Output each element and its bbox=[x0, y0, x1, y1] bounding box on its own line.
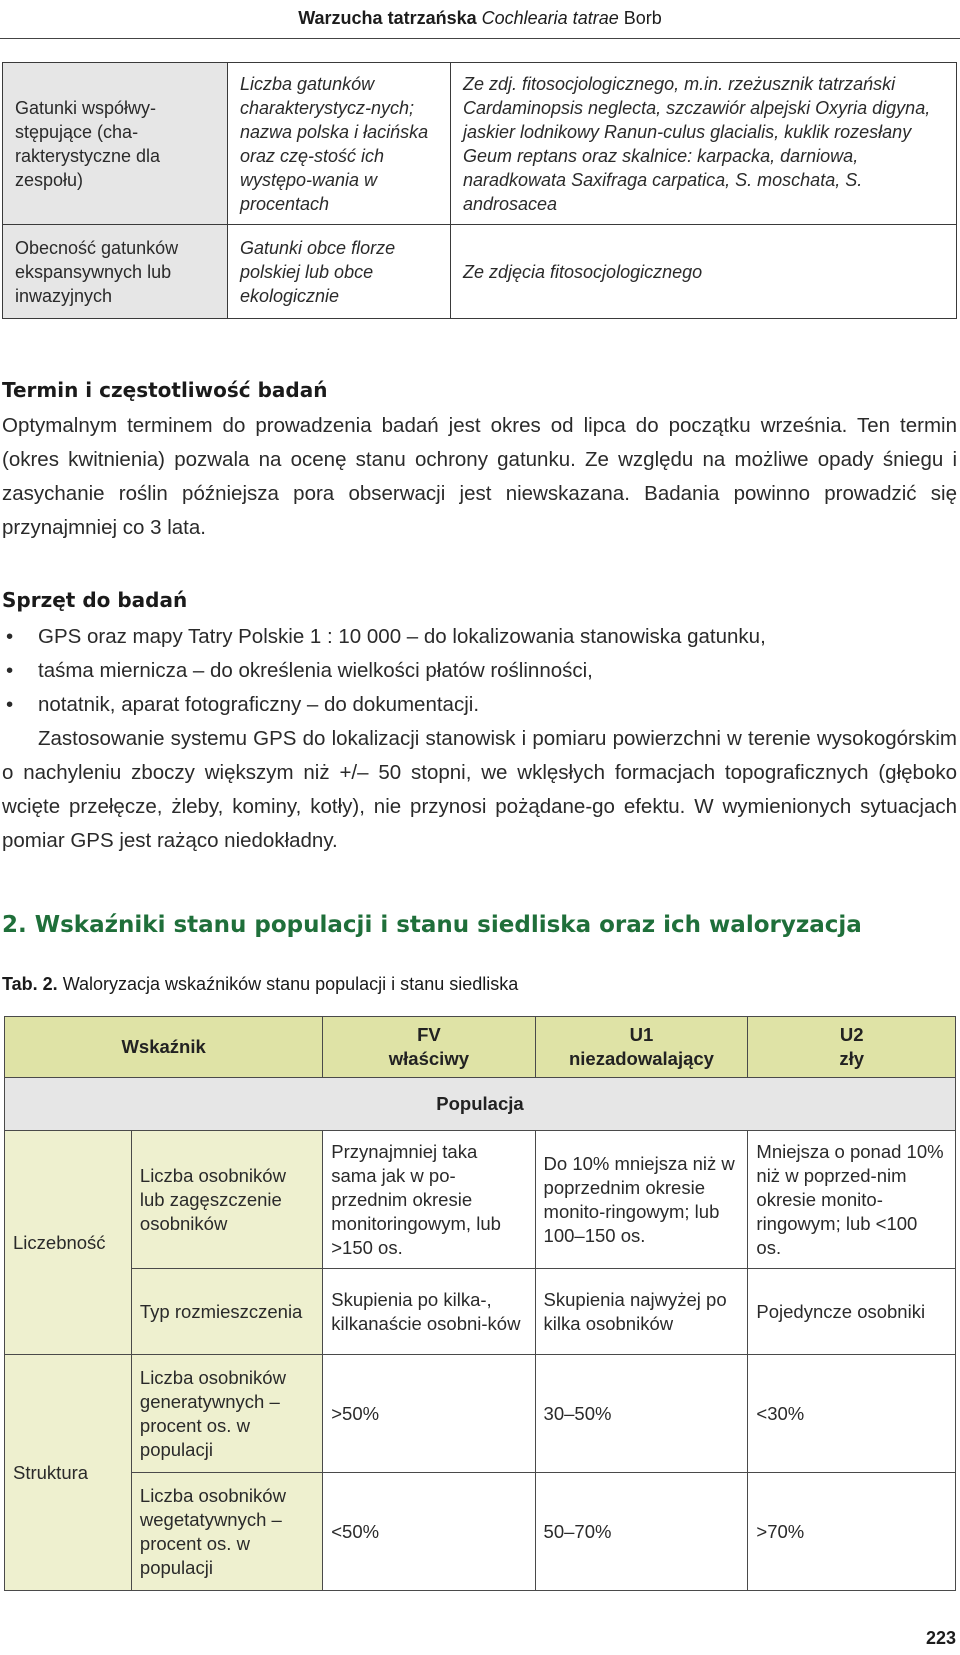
fv-cell: >50% bbox=[323, 1355, 535, 1473]
column-header-u1 bbox=[535, 1017, 748, 1078]
u1-cell: 50–70% bbox=[535, 1473, 748, 1591]
table-caption bbox=[2, 974, 518, 995]
indicator-cell: Liczba osobników generatywnych – procent os. w populacji bbox=[131, 1355, 322, 1473]
bullet-icon: • bbox=[6, 693, 14, 716]
header-rule bbox=[0, 38, 960, 39]
column-header-fv-label: właściwy bbox=[388, 1048, 469, 1069]
table-subheader-row bbox=[5, 1078, 956, 1131]
running-header bbox=[0, 8, 960, 29]
habitat-species-table bbox=[2, 62, 957, 319]
indicator-cell: Liczba osobników lub zagęszczenie osobników bbox=[131, 1131, 322, 1269]
column-header-u1-code: U1 bbox=[629, 1024, 654, 1045]
table-row bbox=[3, 63, 957, 225]
section-heading-indicators: 2. Wskaźniki stanu populacji i stanu siedliska oraz ich waloryzacja bbox=[2, 912, 862, 938]
indicator-cell: Typ rozmieszczenia bbox=[131, 1269, 322, 1355]
u2-cell: <30% bbox=[748, 1355, 956, 1473]
table-row bbox=[5, 1131, 956, 1269]
u2-cell: Mniejsza o ponad 10% niż w poprzed-nim okresie monito-ringowym; lub <100 os. bbox=[748, 1131, 956, 1269]
table-row bbox=[3, 225, 957, 319]
table-header-row bbox=[5, 1017, 956, 1078]
u1-cell: 30–50% bbox=[535, 1355, 748, 1473]
u2-cell: Pojedyncze osobniki bbox=[748, 1269, 956, 1355]
section-heading-equipment: Sprzęt do badań bbox=[2, 588, 188, 612]
section-heading-term: Termin i częstotliwość badań bbox=[2, 378, 328, 402]
list-item bbox=[2, 688, 957, 722]
equipment-list bbox=[2, 620, 957, 722]
fv-cell: <50% bbox=[323, 1473, 535, 1591]
list-item-text: notatnik, aparat fotograficzny – do dokumentacji. bbox=[38, 693, 480, 716]
running-header-latin: Cochlearia tatrae bbox=[481, 8, 619, 28]
u2-cell: >70% bbox=[748, 1473, 956, 1591]
table-cell-label: Gatunki współwy-stępujące (cha-rakterystyczne dla zespołu) bbox=[3, 63, 228, 225]
running-header-author: Borb bbox=[623, 8, 662, 28]
table-cell-description: Gatunki obce florze polskiej lub obce ekologicznie bbox=[228, 225, 451, 319]
u1-cell: Do 10% mniejsza niż w poprzednim okresie monito-ringowym; lub 100–150 os. bbox=[535, 1131, 748, 1269]
running-header-title: Warzucha tatrzańska bbox=[298, 8, 477, 28]
table-cell-label: Obecność gatunków ekspansywnych lub inwazyjnych bbox=[3, 225, 228, 319]
column-header-fv bbox=[323, 1017, 535, 1078]
category-cell: Liczebność bbox=[5, 1131, 132, 1355]
gps-paragraph: Zastosowanie systemu GPS do lokalizacji stanowisk i pomiaru powierzchni w terenie wysokogórskim o nachyleniu zboczy większym niż +/– 50 stopni, we wklęsłych formacjach topograficznych (głęboko wcięte przełęcze, żleby, kominy, kotły), nie przynosi pożądane-go efektu. W wymienionych sytuacjach pomiar GPS jest rażąco niedokładny. bbox=[2, 727, 957, 852]
fv-cell: Skupienia po kilka-, kilkanaście osobni-ków bbox=[323, 1269, 535, 1355]
page-number: 223 bbox=[925, 1628, 956, 1648]
table-row bbox=[5, 1355, 956, 1473]
term-paragraph: Optymalnym terminem do prowadzenia badań jest okres od lipca do początku września. Ten termin (okres kwitnienia) pozwala na ocenę stanu ochrony gatunku. Ze względu na możliwe opady śniegu i zasychanie roślin późniejsza pora obserwacji jest niewskazana. Badania powinno prowadzić się przynajmniej co 3 lata. bbox=[2, 414, 957, 539]
column-header-u2 bbox=[748, 1017, 956, 1078]
table-cell-value: Ze zdj. fitosocjologicznego, m.in. rzeżusznik tatrzański Cardaminopsis neglecta, szczawiór alpejski Oxyria digyna, jaskier lodnikowy Ranun-culus glacialis, kuklik rozesłany Geum reptans oraz skalnice: karpacka, darniowa, naradkowata Saxifraga carpatica, S. moschata, S. androsacea bbox=[451, 63, 957, 225]
column-header-indicator: Wskaźnik bbox=[5, 1017, 323, 1078]
table-row bbox=[5, 1269, 956, 1355]
list-item-text: GPS oraz mapy Tatry Polskie 1 : 10 000 – do lokalizowania stanowiska gatunku, bbox=[38, 625, 766, 648]
indicator-cell: Liczba osobników wegetatywnych – procent os. w populacji bbox=[131, 1473, 322, 1591]
column-header-u2-label: zły bbox=[839, 1048, 865, 1069]
fv-cell: Przynajmniej taka sama jak w po-przednim okresie monitoringowym, lub >150 os. bbox=[323, 1131, 535, 1269]
list-item bbox=[2, 654, 957, 688]
bullet-icon: • bbox=[6, 625, 14, 648]
table-cell-value: Ze zdjęcia fitosocjologicznego bbox=[451, 225, 957, 319]
table-cell-description: Liczba gatunków charakterystycz-nych; nazwa polska i łacińska oraz czę-stość ich występo-wania w procentach bbox=[228, 63, 451, 225]
table-caption-text: Waloryzacja wskaźników stanu populacji i stanu siedliska bbox=[62, 974, 519, 994]
category-cell: Struktura bbox=[5, 1355, 132, 1591]
u1-cell: Skupienia najwyżej po kilka osobników bbox=[535, 1269, 748, 1355]
table-caption-number: Tab. 2. bbox=[2, 974, 58, 994]
column-header-u2-code: U2 bbox=[839, 1024, 864, 1045]
list-item bbox=[2, 620, 957, 654]
column-header-fv-code: FV bbox=[417, 1024, 441, 1045]
subheader-population: Populacja bbox=[5, 1078, 956, 1131]
list-item-text: taśma miernicza – do określenia wielkości płatów roślinności, bbox=[38, 659, 593, 682]
column-header-u1-label: niezadowalający bbox=[568, 1048, 714, 1069]
table-row bbox=[5, 1473, 956, 1591]
bullet-icon: • bbox=[6, 659, 14, 682]
indicator-valuation-table bbox=[4, 1016, 956, 1591]
